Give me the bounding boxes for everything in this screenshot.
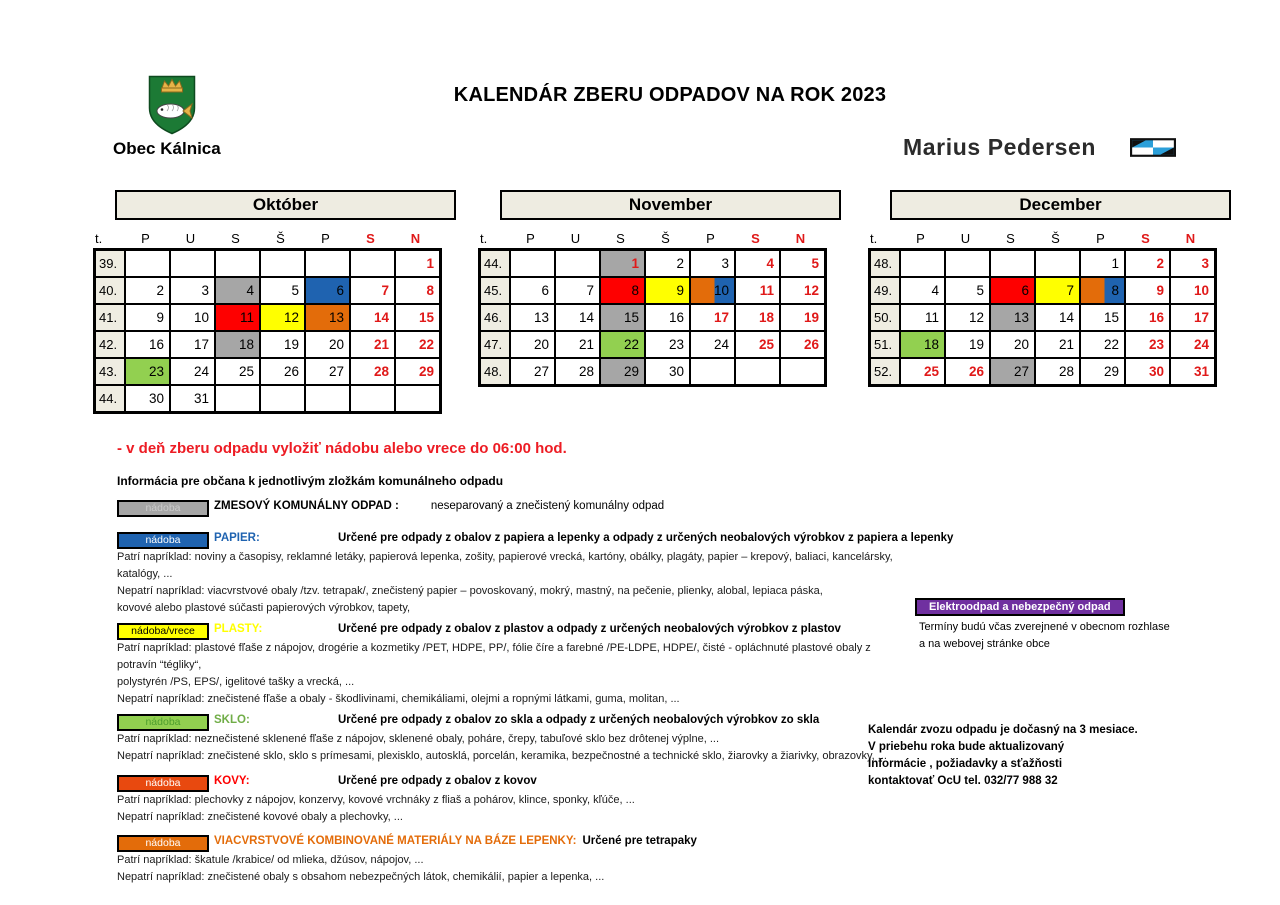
day-cell: 21 bbox=[1035, 331, 1080, 358]
legend-category-title: ZMESOVÝ KOMUNÁLNY ODPAD : bbox=[214, 500, 399, 512]
day-cell: 31 bbox=[170, 385, 215, 412]
day-of-week-header: S bbox=[751, 231, 760, 246]
week-number-cell: 39. bbox=[95, 250, 125, 277]
legend bbox=[117, 496, 954, 886]
day-cell: 10 bbox=[690, 277, 735, 304]
day-cell: 3 bbox=[170, 277, 215, 304]
day-of-week-header: P bbox=[141, 231, 150, 246]
legend-container-swatch: nádoba bbox=[117, 500, 209, 517]
day-cell: 17 bbox=[690, 304, 735, 331]
day-cell: 11 bbox=[735, 277, 780, 304]
day-cell: 21 bbox=[350, 331, 395, 358]
day-cell: 18 bbox=[735, 304, 780, 331]
footer-note-line: Kalendár zvozu odpadu je dočasný na 3 mesiace. bbox=[868, 724, 1138, 736]
legend-detail-line: Patrí napríklad: noviny a časopisy, reklamné letáky, papierová lepenka, zošity, papierové vrecká, kartóny, obálky, plagáty, papier – krepový, baliaci, kancelársky, katalógy, ... bbox=[117, 551, 893, 580]
day-cell bbox=[215, 385, 260, 412]
legend-container-swatch: nádoba bbox=[117, 775, 209, 792]
day-cell: 29 bbox=[1080, 358, 1125, 385]
legend-section bbox=[117, 771, 907, 826]
day-cell: 23 bbox=[125, 358, 170, 385]
legend-description: Určené pre odpady z obalov z plastov a odpady z určených neobalových výrobkov z plastov bbox=[338, 623, 841, 635]
day-cell: 9 bbox=[645, 277, 690, 304]
day-cell: 22 bbox=[600, 331, 645, 358]
week-number-cell: 43. bbox=[95, 358, 125, 385]
day-cell: 1 bbox=[600, 250, 645, 277]
marius-pedersen-logo bbox=[903, 134, 1176, 161]
day-cell bbox=[350, 250, 395, 277]
legend-detail-line: Nepatrí napríklad: znečistené fľaše a obaly - škodlivinami, chemikáliami, olejmi a ropnými látkami, guma, molitan, ... bbox=[117, 693, 680, 705]
day-cell bbox=[305, 385, 350, 412]
day-cell: 29 bbox=[600, 358, 645, 385]
legend-container-swatch: nádoba bbox=[117, 835, 209, 852]
day-cell bbox=[395, 385, 440, 412]
day-of-week-header: S bbox=[366, 231, 375, 246]
day-cell: 27 bbox=[305, 358, 350, 385]
day-of-week-header: U bbox=[960, 231, 971, 246]
day-cell: 5 bbox=[780, 250, 825, 277]
week-number-cell: 45. bbox=[480, 277, 510, 304]
day-cell bbox=[170, 250, 215, 277]
day-cell: 23 bbox=[645, 331, 690, 358]
week-number-cell: 51. bbox=[870, 331, 900, 358]
day-cell: 13 bbox=[990, 304, 1035, 331]
legend-detail-line: Nepatrí napríklad: znečistené obaly s obsahom nebezpečných látok, chemikálií, papier a lepenka, ... bbox=[117, 871, 605, 883]
day-cell: 13 bbox=[305, 304, 350, 331]
day-cell: 2 bbox=[1125, 250, 1170, 277]
month-header: Október bbox=[115, 190, 456, 220]
day-cell: 7 bbox=[350, 277, 395, 304]
electro-waste-block bbox=[915, 597, 1235, 653]
day-cell: 20 bbox=[990, 331, 1035, 358]
day-cell: 4 bbox=[215, 277, 260, 304]
day-of-week-header: P bbox=[706, 231, 715, 246]
legend-description: neseparovaný a znečistený komunálny odpad bbox=[430, 500, 665, 512]
day-cell bbox=[780, 358, 825, 385]
legend-category-title: SKLO: bbox=[214, 714, 250, 726]
day-cell: 11 bbox=[900, 304, 945, 331]
day-cell: 23 bbox=[1125, 331, 1170, 358]
day-of-week-row bbox=[93, 227, 456, 246]
day-cell: 22 bbox=[395, 331, 440, 358]
day-cell: 2 bbox=[645, 250, 690, 277]
day-cell: 19 bbox=[780, 304, 825, 331]
day-cell: 6 bbox=[510, 277, 555, 304]
day-cell: 26 bbox=[260, 358, 305, 385]
day-cell: 15 bbox=[1080, 304, 1125, 331]
day-of-week-header: P bbox=[321, 231, 330, 246]
day-cell: 9 bbox=[1125, 277, 1170, 304]
day-cell: 5 bbox=[945, 277, 990, 304]
legend-category-title: VIACVRSTVOVÉ KOMBINOVANÉ MATERIÁLY NA BÁZE LEPENKY: bbox=[214, 835, 577, 847]
day-cell: 1 bbox=[395, 250, 440, 277]
day-cell: 18 bbox=[900, 331, 945, 358]
day-of-week-header: S bbox=[1006, 231, 1015, 246]
legend-category-title: PAPIER: bbox=[214, 532, 260, 544]
legend-category-title: PLASTY: bbox=[214, 623, 263, 635]
day-of-week-header: N bbox=[1185, 231, 1196, 246]
day-cell: 8 bbox=[1080, 277, 1125, 304]
day-cell: 28 bbox=[350, 358, 395, 385]
day-cell bbox=[990, 250, 1035, 277]
day-cell bbox=[350, 385, 395, 412]
day-cell bbox=[260, 250, 305, 277]
day-cell: 4 bbox=[900, 277, 945, 304]
day-cell: 13 bbox=[510, 304, 555, 331]
day-cell: 6 bbox=[305, 277, 350, 304]
day-cell: 16 bbox=[125, 331, 170, 358]
day-cell: 16 bbox=[645, 304, 690, 331]
legend-container-swatch: nádoba/vrece bbox=[117, 623, 209, 640]
day-of-week-header: t. bbox=[95, 231, 103, 246]
day-cell bbox=[945, 250, 990, 277]
electro-waste-line: a na webovej stránke obce bbox=[919, 638, 1050, 650]
day-cell: 30 bbox=[1125, 358, 1170, 385]
day-cell: 17 bbox=[1170, 304, 1215, 331]
day-cell: 25 bbox=[900, 358, 945, 385]
day-of-week-header: N bbox=[795, 231, 806, 246]
day-cell bbox=[690, 358, 735, 385]
day-of-week-header: U bbox=[570, 231, 581, 246]
day-cell: 21 bbox=[555, 331, 600, 358]
day-cell: 25 bbox=[215, 358, 260, 385]
day-cell: 3 bbox=[690, 250, 735, 277]
day-cell: 20 bbox=[305, 331, 350, 358]
day-cell: 27 bbox=[510, 358, 555, 385]
day-cell bbox=[305, 250, 350, 277]
day-cell: 19 bbox=[260, 331, 305, 358]
day-cell: 18 bbox=[215, 331, 260, 358]
legend-section bbox=[117, 831, 907, 886]
legend-detail-line: Patrí napríklad: neznečistené sklenené fľaše z nápojov, sklenené obaly, poháre, črepy, tabuľové sklo bez drôtenej výplne, ... bbox=[117, 733, 719, 745]
legend-detail-line: Nepatrí napríklad: znečistené kovové obaly a plechovky, ... bbox=[117, 811, 403, 823]
legend-detail-line: polystyrén /PS, EPS/, igelitové tašky a vrecká, ... bbox=[117, 676, 355, 688]
day-cell: 26 bbox=[945, 358, 990, 385]
collection-notice: - v deň zberu odpadu vyložiť nádobu alebo vrece do 06:00 hod. bbox=[117, 440, 567, 457]
marius-pedersen-flag-icon bbox=[1130, 138, 1176, 157]
day-of-week-header: Š bbox=[661, 231, 670, 246]
day-cell: 25 bbox=[735, 331, 780, 358]
day-cell: 10 bbox=[1170, 277, 1215, 304]
marius-pedersen-wordmark: Marius Pedersen bbox=[903, 134, 1097, 160]
legend-section bbox=[117, 496, 907, 517]
legend-detail-line: kovové alebo plastové súčasti papierových výrobkov, tapety, bbox=[117, 602, 411, 614]
day-cell: 26 bbox=[780, 331, 825, 358]
day-cell: 28 bbox=[1035, 358, 1080, 385]
day-cell: 8 bbox=[395, 277, 440, 304]
page-title: KALENDÁR ZBERU ODPADOV NA ROK 2023 bbox=[453, 84, 887, 106]
footer-notes bbox=[868, 722, 1138, 790]
kalnica-coat-of-arms-icon bbox=[147, 74, 197, 136]
week-number-cell: 44. bbox=[480, 250, 510, 277]
day-cell: 3 bbox=[1170, 250, 1215, 277]
legend-description: Určené pre tetrapaky bbox=[582, 835, 697, 847]
day-cell: 28 bbox=[555, 358, 600, 385]
legend-detail-line: Nepatrí napríklad: viacvrstvové obaly /tzv. tetrapak/, znečistený papier – povoskovaný, mokrý, mastný, na pečenie, plienky, alobal, lepiaca páska, bbox=[117, 585, 823, 597]
day-cell: 19 bbox=[945, 331, 990, 358]
day-cell bbox=[260, 385, 305, 412]
week-number-cell: 49. bbox=[870, 277, 900, 304]
calendar-december bbox=[868, 190, 1231, 387]
day-cell: 24 bbox=[690, 331, 735, 358]
week-number-cell: 41. bbox=[95, 304, 125, 331]
day-cell: 31 bbox=[1170, 358, 1215, 385]
legend-section bbox=[117, 710, 907, 765]
day-cell: 11 bbox=[215, 304, 260, 331]
calendar-grid bbox=[93, 248, 442, 414]
footer-note-line: kontaktovať OcU tel. 032/77 988 32 bbox=[868, 775, 1058, 787]
day-cell: 7 bbox=[555, 277, 600, 304]
day-of-week-header: P bbox=[526, 231, 535, 246]
day-cell bbox=[510, 250, 555, 277]
day-cell: 30 bbox=[645, 358, 690, 385]
day-of-week-header: P bbox=[916, 231, 925, 246]
legend-detail-line: Patrí napríklad: plastové fľaše z nápojov, drogérie a kozmetiky /PET, HDPE, PP/, fólie číre a farebné /PE-LDPE, HDPE/, čisté - opláchnuté plastové obaly z potravín “tégliky“, bbox=[117, 642, 871, 671]
week-number-cell: 44. bbox=[95, 385, 125, 412]
legend-section bbox=[117, 528, 954, 617]
day-cell: 15 bbox=[600, 304, 645, 331]
day-cell: 30 bbox=[125, 385, 170, 412]
legend-description: Určené pre odpady z obalov z papiera a lepenky a odpady z určených neobalových výrobkov z papiera a lepenky bbox=[338, 532, 954, 544]
day-cell: 27 bbox=[990, 358, 1035, 385]
calendar-grid bbox=[868, 248, 1217, 387]
day-cell: 15 bbox=[395, 304, 440, 331]
day-cell: 6 bbox=[990, 277, 1035, 304]
day-cell: 12 bbox=[260, 304, 305, 331]
day-cell: 22 bbox=[1080, 331, 1125, 358]
day-cell: 10 bbox=[170, 304, 215, 331]
day-cell: 5 bbox=[260, 277, 305, 304]
day-of-week-row bbox=[478, 227, 841, 246]
day-of-week-header: S bbox=[1141, 231, 1150, 246]
day-cell: 12 bbox=[780, 277, 825, 304]
day-of-week-header: N bbox=[410, 231, 421, 246]
legend-section bbox=[117, 619, 907, 708]
day-cell: 9 bbox=[125, 304, 170, 331]
day-of-week-header: U bbox=[185, 231, 196, 246]
legend-description: Určené pre odpady z obalov z kovov bbox=[338, 775, 537, 787]
calendar-october bbox=[93, 190, 456, 414]
electro-waste-label: Elektroodpad a nebezpečný odpad bbox=[915, 598, 1125, 616]
day-cell: 29 bbox=[395, 358, 440, 385]
day-cell: 14 bbox=[1035, 304, 1080, 331]
legend-detail-line: Patrí napríklad: škatule /krabice/ od mlieka, džúsov, nápojov, ... bbox=[117, 854, 424, 866]
calendar-november bbox=[478, 190, 841, 387]
legend-description: Určené pre odpady z obalov zo skla a odpady z určených neobalových výrobkov zo skla bbox=[338, 714, 820, 726]
day-cell: 4 bbox=[735, 250, 780, 277]
day-of-week-header: S bbox=[231, 231, 240, 246]
day-cell bbox=[215, 250, 260, 277]
municipality-name: Obec Kálnica bbox=[113, 139, 221, 158]
month-header: November bbox=[500, 190, 841, 220]
info-heading: Informácia pre občana k jednotlivým zložkám komunálneho odpadu bbox=[117, 474, 504, 488]
day-cell: 17 bbox=[170, 331, 215, 358]
day-cell: 20 bbox=[510, 331, 555, 358]
calendar-grid bbox=[478, 248, 827, 387]
day-of-week-header: Š bbox=[1051, 231, 1060, 246]
day-of-week-header: Š bbox=[276, 231, 285, 246]
day-cell: 7 bbox=[1035, 277, 1080, 304]
day-cell: 1 bbox=[1080, 250, 1125, 277]
legend-container-swatch: nádoba bbox=[117, 714, 209, 731]
week-number-cell: 47. bbox=[480, 331, 510, 358]
week-number-cell: 40. bbox=[95, 277, 125, 304]
week-number-cell: 50. bbox=[870, 304, 900, 331]
week-number-cell: 52. bbox=[870, 358, 900, 385]
week-number-cell: 42. bbox=[95, 331, 125, 358]
day-cell: 14 bbox=[555, 304, 600, 331]
day-cell bbox=[735, 358, 780, 385]
week-number-cell: 48. bbox=[870, 250, 900, 277]
day-of-week-header: S bbox=[616, 231, 625, 246]
month-header: December bbox=[890, 190, 1231, 220]
day-cell: 24 bbox=[170, 358, 215, 385]
legend-container-swatch: nádoba bbox=[117, 532, 209, 549]
day-cell bbox=[555, 250, 600, 277]
day-of-week-header: t. bbox=[870, 231, 878, 246]
legend-category-title: KOVY: bbox=[214, 775, 250, 787]
day-of-week-header: t. bbox=[480, 231, 488, 246]
day-cell: 8 bbox=[600, 277, 645, 304]
day-cell: 24 bbox=[1170, 331, 1215, 358]
day-cell bbox=[1035, 250, 1080, 277]
footer-note-line: Informácie , požiadavky a sťažňosti bbox=[868, 758, 1063, 770]
legend-detail-line: Patrí napríklad: plechovky z nápojov, konzervy, kovové vrchnáky z fliaš a pohárov, klince, sponky, kľúče, ... bbox=[117, 794, 635, 806]
legend-detail-line: Nepatrí napríklad: znečistené sklo, sklo s prímesami, plexisklo, autosklá, porcelán, keramika, bezpečnostné a technické sklo, žiarovky a žiarivky, obrazovky, ... bbox=[117, 750, 887, 762]
footer-note-line: V priebehu roka bude aktualizovaný bbox=[868, 741, 1065, 753]
day-of-week-row bbox=[868, 227, 1231, 246]
day-cell: 12 bbox=[945, 304, 990, 331]
electro-waste-line: Termíny budú včas zverejnené v obecnom rozhlase bbox=[919, 621, 1170, 633]
week-number-cell: 48. bbox=[480, 358, 510, 385]
week-number-cell: 46. bbox=[480, 304, 510, 331]
day-of-week-header: P bbox=[1096, 231, 1105, 246]
day-cell bbox=[900, 250, 945, 277]
day-cell: 2 bbox=[125, 277, 170, 304]
day-cell bbox=[125, 250, 170, 277]
day-cell: 16 bbox=[1125, 304, 1170, 331]
day-cell: 14 bbox=[350, 304, 395, 331]
